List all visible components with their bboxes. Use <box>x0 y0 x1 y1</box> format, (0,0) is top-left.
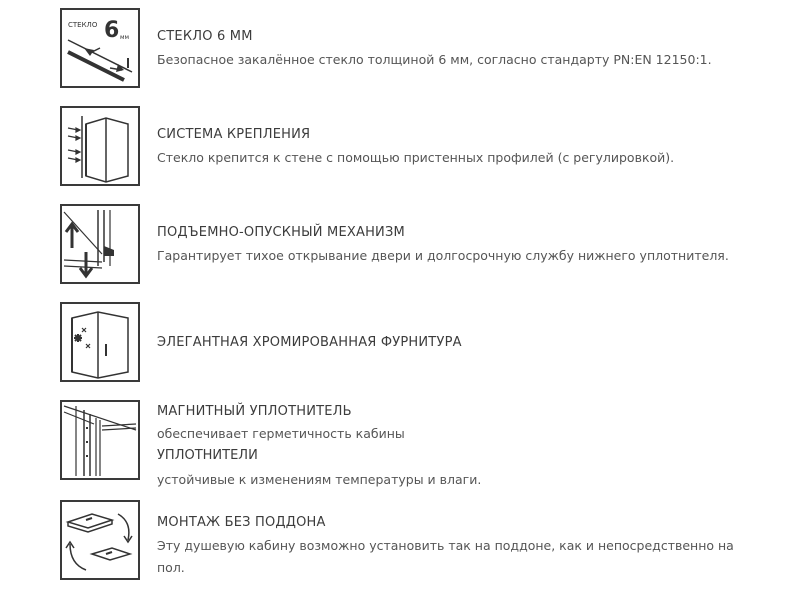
feature-title: ЭЛЕГАНТНАЯ ХРОМИРОВАННАЯ ФУРНИТУРА <box>157 335 462 350</box>
glass-thickness-icon <box>60 8 140 88</box>
feature-title: МАГНИТНЫЙ УПЛОТНИТЕЛЬ <box>157 404 352 419</box>
feature-title: МОНТАЖ БЕЗ ПОДДОНА <box>157 515 326 530</box>
chrome-fittings-icon <box>60 302 140 382</box>
feature-description: Гарантирует тихое открывание двери и долгосрочную службу нижнего уплотнителя. <box>157 248 729 263</box>
no-tray-install-icon <box>60 500 140 580</box>
feature-subdescription: устойчивые к изменениям температуры и влаги. <box>157 472 482 487</box>
feature-title: СТЕКЛО 6 ММ <box>157 29 253 44</box>
feature-description: Безопасное закалённое стекло толщиной 6 мм, согласно стандарту PN:EN 12150:1. <box>157 52 712 67</box>
icon-label-number: 6 <box>104 18 120 43</box>
lift-mechanism-icon <box>60 204 140 284</box>
magnetic-seal-icon <box>60 400 140 480</box>
feature-title: СИСТЕМА КРЕПЛЕНИЯ <box>157 127 311 142</box>
feature-description: обеспечивает герметичность кабины <box>157 426 405 441</box>
icon-label-glass: СТЕКЛО <box>68 21 98 29</box>
feature-description: Стекло крепится к стене с помощью пристенных профилей (с регулировкой). <box>157 150 675 165</box>
feature-description: Эту душевую кабину возможно установить так на поддоне, как и непосредственно на пол. <box>157 538 734 575</box>
mounting-system-icon <box>60 106 140 186</box>
feature-subtitle: УПЛОТНИТЕЛИ <box>157 448 258 463</box>
icon-label-unit: мм <box>120 34 130 41</box>
feature-title: ПОДЪЕМНО-ОПУСКНЫЙ МЕХАНИЗМ <box>157 225 405 240</box>
